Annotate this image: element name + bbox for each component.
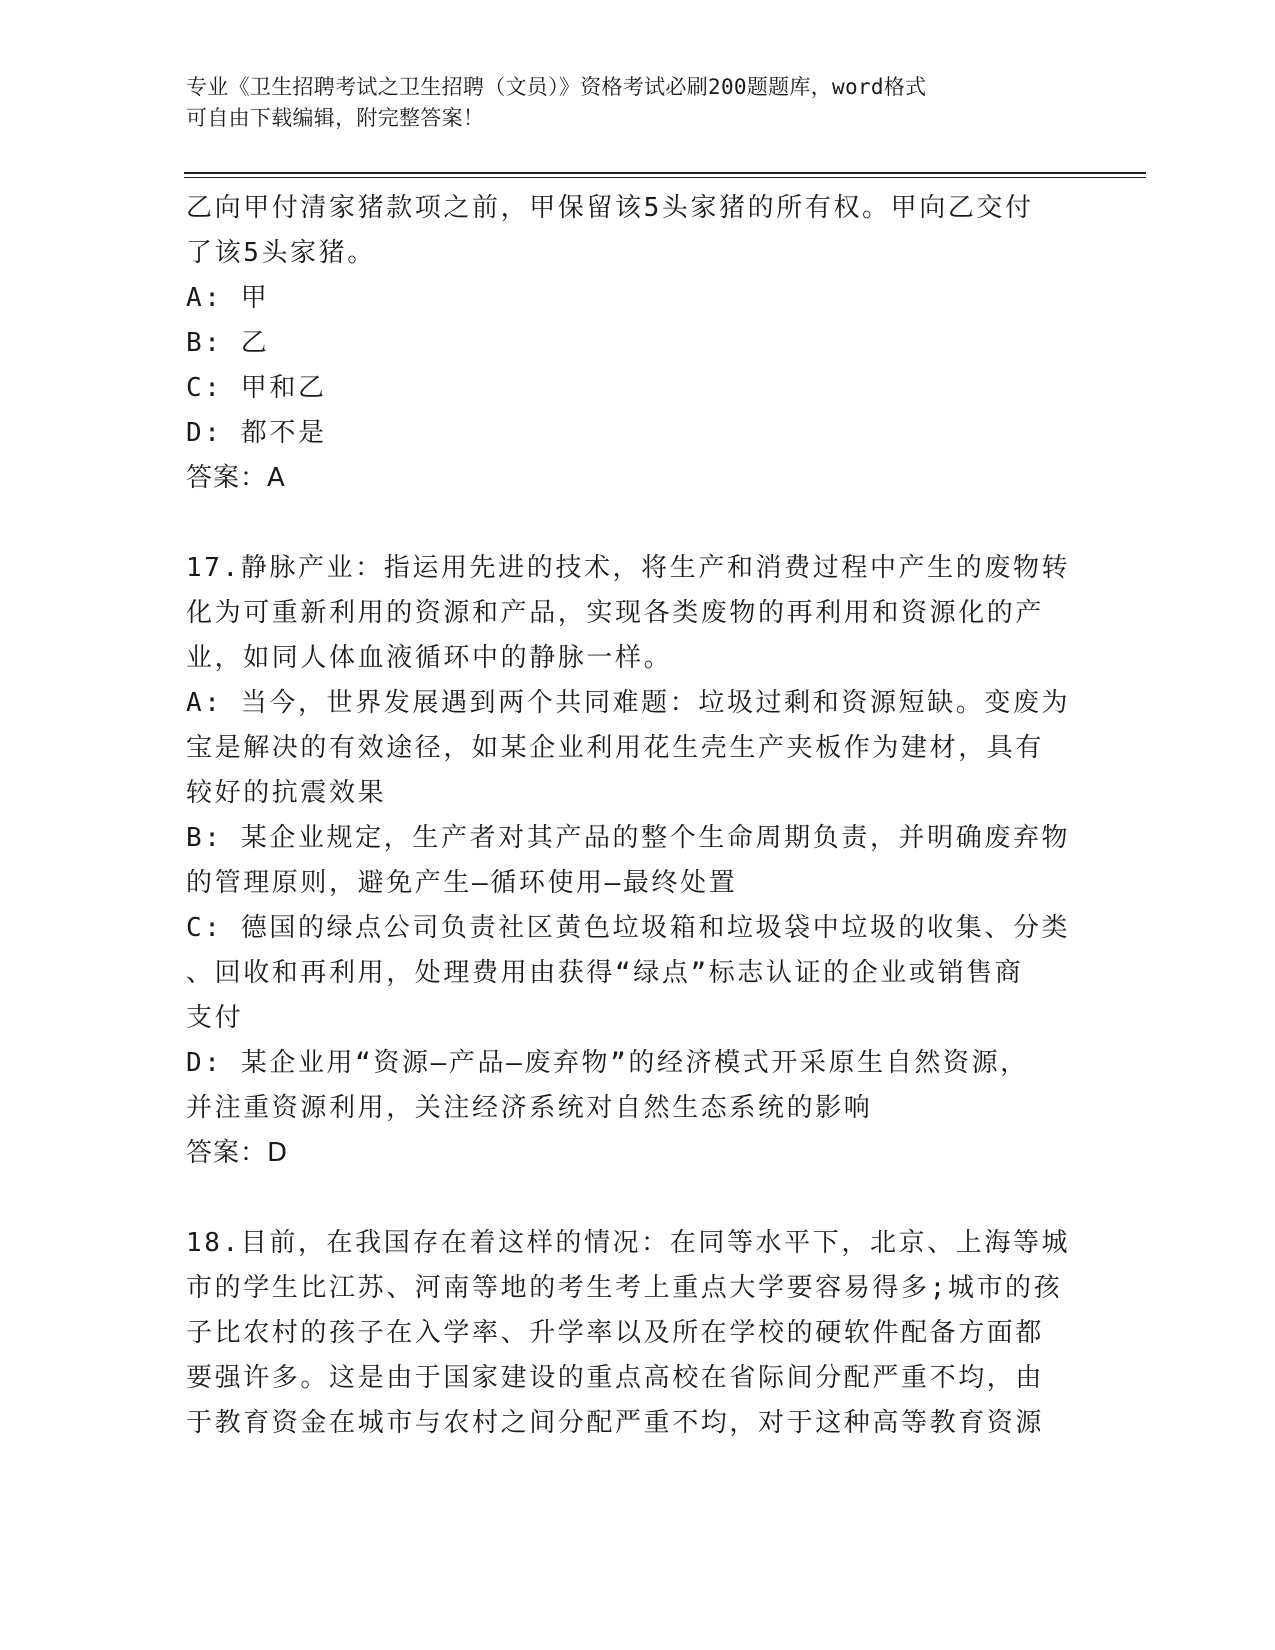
question-16 (186, 186, 1066, 501)
option-a-cont: 较好的抗震效果 (186, 778, 387, 808)
question-stem-line: 化为可重新利用的资源和产品，实现各类废物的再利用和资源化的产 (186, 598, 1045, 628)
question-stem-line: 子比农村的孩子在入学率、升学率以及所在学校的硬软件配备方面都 (186, 1318, 1045, 1348)
question-stem-line: 了该5头家猪。 (186, 238, 376, 268)
option-a: A: 当今，世界发展遇到两个共同难题：垃圾过剩和资源短缺。变废为 (186, 688, 1071, 718)
option-b: B: 某企业规定，生产者对其产品的整个生命周期负责，并明确废弃物 (186, 823, 1071, 853)
header-rule-thin (184, 177, 1146, 178)
question-stem-line: 18.目前，在我国存在着这样的情况：在同等水平下，北京、上海等城 (186, 1228, 1071, 1258)
question-stem-line: 于教育资金在城市与农村之间分配严重不均，对于这种高等教育资源 (186, 1408, 1045, 1438)
question-stem-line: 乙向甲付清家猪款项之前，甲保留该5头家猪的所有权。甲向乙交付 (186, 193, 1034, 223)
answer-line: 答案：A (186, 463, 286, 493)
option-d-cont: 并注重资源利用，关注经济系统对自然生态系统的影响 (186, 1093, 873, 1123)
question-18 (186, 1221, 1071, 1446)
question-stem-line: 市的学生比江苏、河南等地的考生考上重点大学要容易得多;城市的孩 (186, 1273, 1063, 1303)
header-line-1: 专业《卫生招聘考试之卫生招聘（文员）》资格考试必刷200题题库，word格式 (186, 75, 927, 99)
option-b-cont: 的管理原则，避免产生—循环使用—最终处置 (186, 868, 738, 898)
option-b: B: 乙 (186, 328, 270, 358)
option-d: D: 都不是 (186, 418, 327, 448)
header-rule-thick (184, 172, 1146, 174)
option-c-cont: 支付 (186, 1003, 244, 1033)
option-a-cont: 宝是解决的有效途径，如某企业利用花生壳生产夹板作为建材，具有 (186, 733, 1045, 763)
document-header (186, 72, 1066, 134)
document-body (186, 186, 1071, 1446)
answer-line: 答案：D (186, 1138, 289, 1168)
option-c-cont: 、回收和再利用，处理费用由获得“绿点”标志认证的企业或销售商 (186, 958, 1024, 988)
question-17 (186, 546, 1071, 1176)
option-a: A: 甲 (186, 283, 270, 313)
spacer (186, 1176, 1066, 1221)
option-c: C: 甲和乙 (186, 373, 327, 403)
question-stem-line: 业，如同人体血液循环中的静脉一样。 (186, 643, 673, 673)
spacer (186, 501, 1066, 546)
option-c: C: 德国的绿点公司负责社区黄色垃圾箱和垃圾袋中垃圾的收集、分类 (186, 913, 1071, 943)
option-d: D: 某企业用“资源—产品—废弃物”的经济模式开采原生自然资源， (186, 1048, 1029, 1078)
question-stem-line: 要强许多。这是由于国家建设的重点高校在省际间分配严重不均，由 (186, 1363, 1045, 1393)
question-stem-line: 17.静脉产业：指运用先进的技术，将生产和消费过程中产生的废物转 (186, 553, 1071, 583)
header-line-2: 可自由下载编辑，附完整答案！ (186, 106, 485, 130)
